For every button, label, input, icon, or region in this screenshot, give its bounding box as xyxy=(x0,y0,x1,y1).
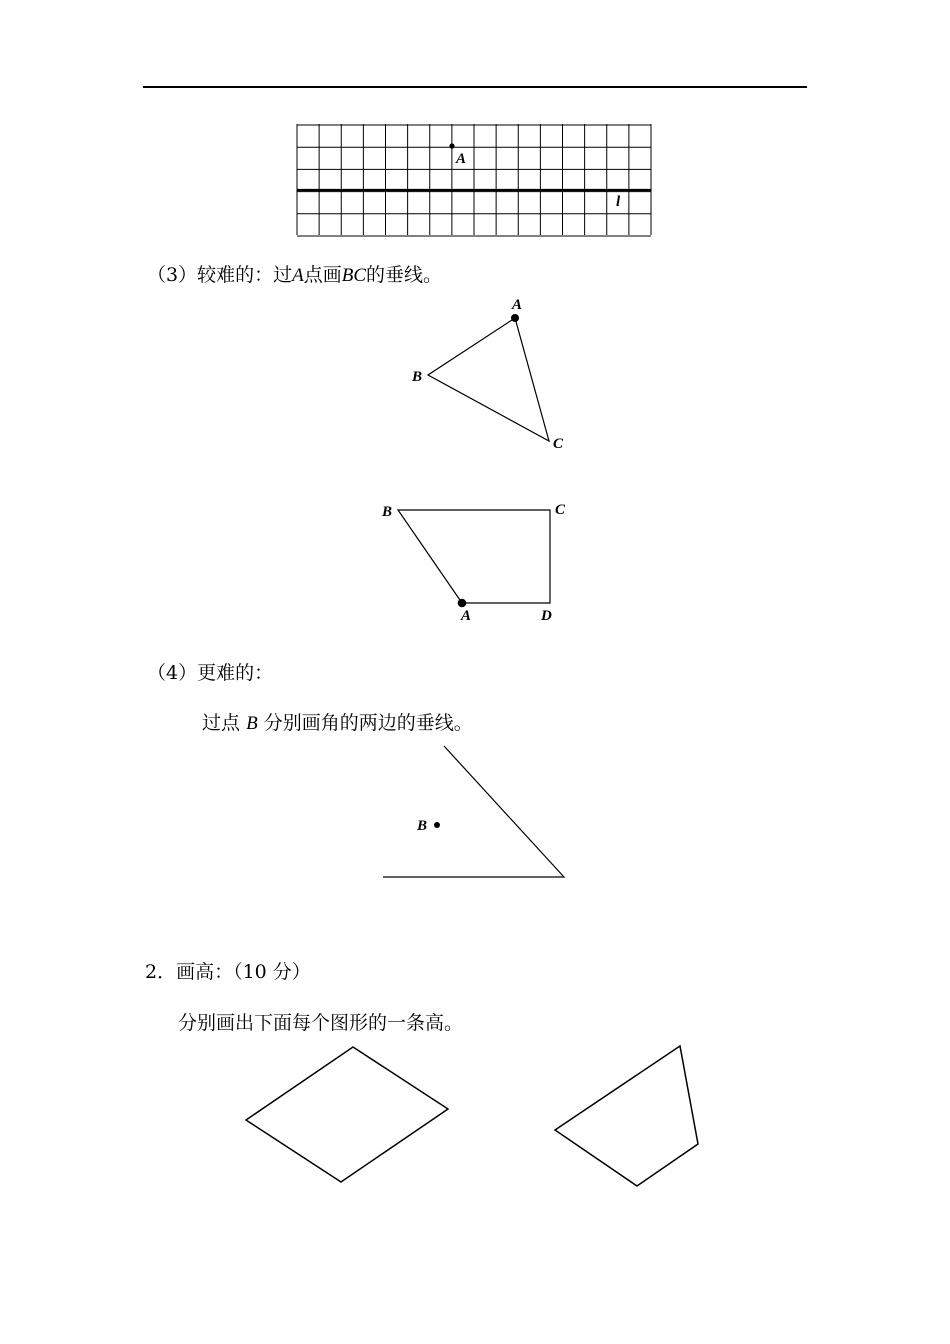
grid-point-a xyxy=(449,143,454,148)
quadrilateral-shape xyxy=(555,1046,698,1186)
trapezoid-bcda xyxy=(381,502,566,624)
trapezoid-label-d: D xyxy=(541,608,552,624)
angle-figure xyxy=(383,746,564,877)
trapezoid-point-a xyxy=(458,599,467,608)
rhombus-shape xyxy=(246,1047,448,1182)
q4-title: （4）更难的： xyxy=(147,662,274,684)
q4-prompt: 过点 B 分别画角的两边的垂线。 xyxy=(202,712,473,734)
grid-figure xyxy=(297,124,651,236)
angle-point-b xyxy=(434,822,440,828)
q3-prompt: （3）较难的：过A点画BC的垂线。 xyxy=(147,264,443,286)
triangle-point-a xyxy=(511,314,519,322)
triangle-label-c: C xyxy=(553,436,564,452)
trapezoid-label-a: A xyxy=(461,608,472,624)
grid-label-l: l xyxy=(616,194,621,210)
q2-instruction: 分别画出下面每个图形的一条高。 xyxy=(178,1012,464,1034)
triangle-label-b: B xyxy=(412,369,423,385)
angle-label-b: B xyxy=(417,818,428,834)
triangle-abc xyxy=(411,297,564,452)
grid-label-a: A xyxy=(456,151,467,167)
trapezoid-label-b: B xyxy=(382,504,393,520)
q2-title: 2．画高：（10 分） xyxy=(145,961,311,983)
trapezoid-label-c: C xyxy=(555,502,566,518)
triangle-label-a: A xyxy=(512,297,523,313)
